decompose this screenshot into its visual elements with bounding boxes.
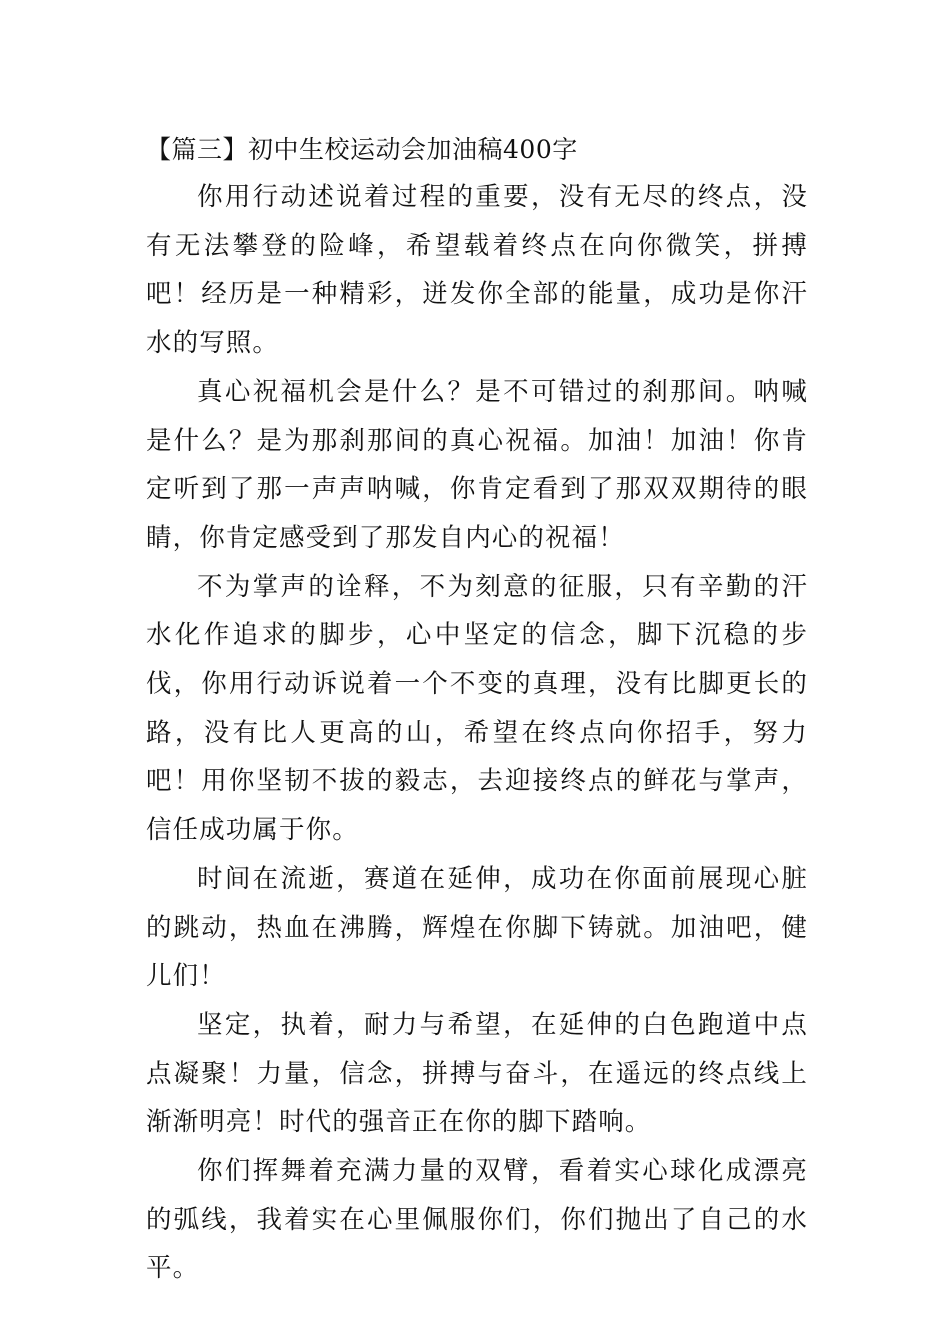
paragraph-4: 时间在流逝，赛道在延伸，成功在你面前展现心脏的跳动，热血在沸腾，辉煌在你脚下铸就。加油吧，健儿们！ [146, 863, 808, 992]
paragraph-6: 你们挥舞着充满力量的双臂，看着实心球化成漂亮的弧线，我着实在心里佩服你们，你们抛出了自己的水平。 [146, 1156, 808, 1284]
document-body [146, 128, 808, 1293]
paragraph-5: 坚定，执着，耐力与希望，在延伸的白色跑道中点点凝聚！力量，信念，拼搏与奋斗，在遥远的终点线上渐渐明亮！时代的强音正在你的脚下踏响。 [146, 1009, 808, 1138]
paragraph-2: 真心祝福机会是什么？是不可错过的刹那间。呐喊是什么？是为那刹那间的真心祝福。加油！加油！你肯定听到了那一声声呐喊，你肯定看到了那双双期待的眼睛，你肯定感受到了那发自内心的祝福！ [146, 376, 808, 553]
document-title: 【篇三】初中生校运动会加油稿400字 [146, 135, 578, 164]
paragraph-1: 你用行动述说着过程的重要，没有无尽的终点，没有无法攀登的险峰，希望载着终点在向你微笑，拼搏吧！经历是一种精彩，迸发你全部的能量，成功是你汗水的写照。 [146, 182, 808, 359]
paragraph-3: 不为掌声的诠释，不为刻意的征服，只有辛勤的汗水化作追求的脚步，心中坚定的信念，脚下沉稳的步伐，你用行动诉说着一个不变的真理，没有比脚更长的路，没有比人更高的山，希望在终点向你招手，努力吧！用你坚韧不拔的毅志，去迎接终点的鲜花与掌声，信任成功属于你。 [146, 571, 808, 846]
